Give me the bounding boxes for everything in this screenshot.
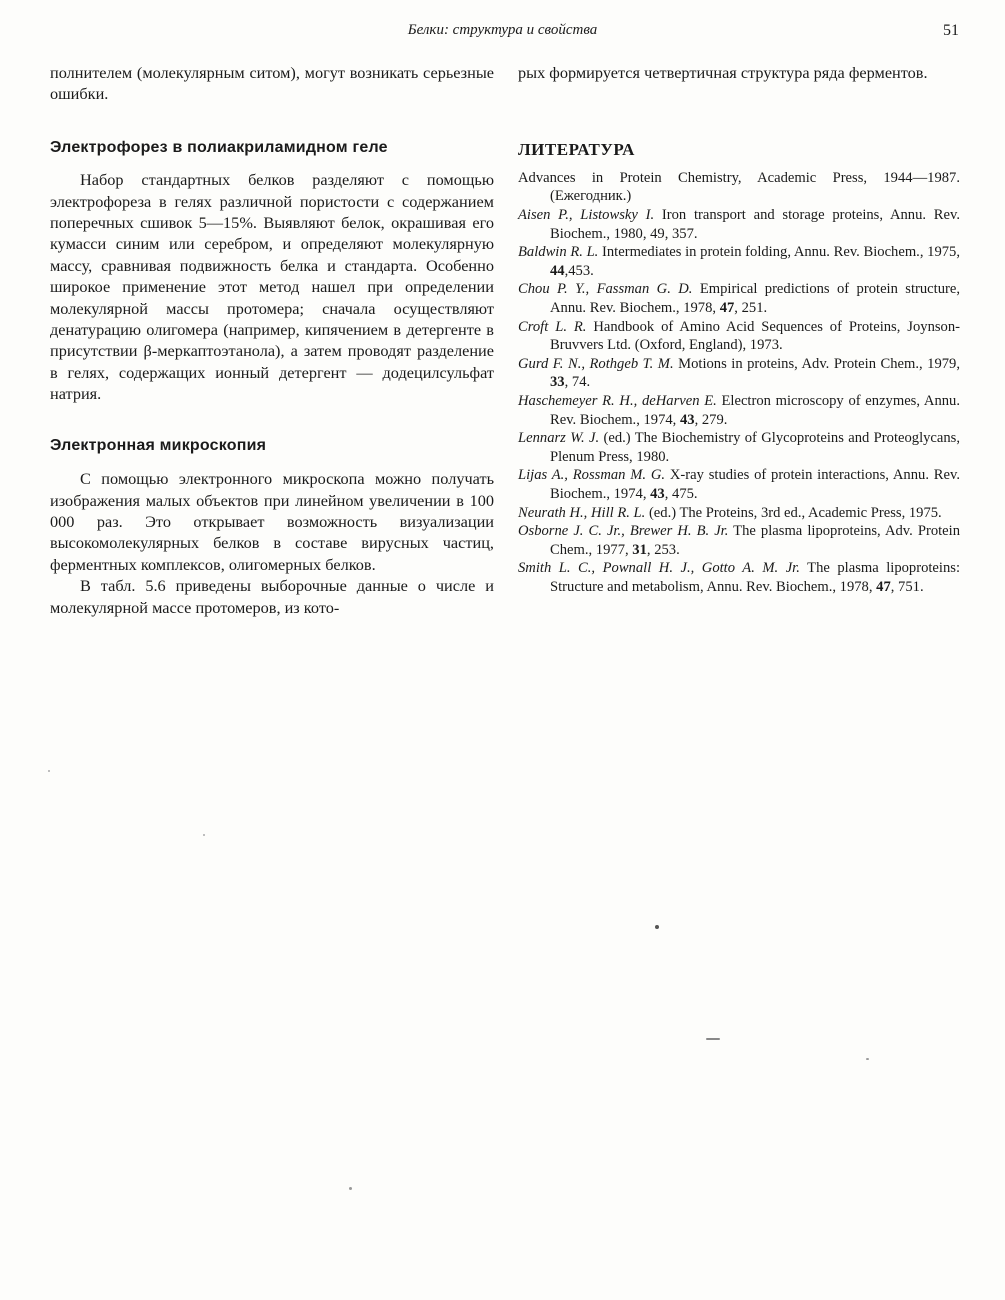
reference-text: Iron transport and storage proteins, Annu. Rev. Biochem., 1980, 49, 357. [550, 207, 961, 242]
references-heading: ЛИТЕРАТУРА [518, 140, 635, 160]
reference-item [518, 559, 960, 596]
reference-authors: Smith L. C., Pownall H. J., Gotto A. M. Jr. [518, 560, 800, 577]
reference-authors: Lennarz W. J. [518, 430, 600, 447]
reference-authors: Chou P. Y., Fassman G. D. [518, 281, 693, 298]
reference-item [518, 429, 960, 466]
paragraph-microscopy: С помощью электронного микроскопа можно получать изображения малых объектов при линейном увеличении в 100 000 раз. Это открывает возможность визуализации высокомолекулярных белков в составе вирусных частиц, ферментных комплексов, олигомерных белков. [50, 469, 494, 574]
reference-item [518, 392, 960, 429]
reference-tail: , 74. [564, 374, 591, 391]
left-column [50, 62, 494, 618]
reference-text: Motions in proteins, Adv. Protein Chem., 1979, [673, 355, 960, 372]
scan-speck [866, 1058, 869, 1060]
scan-speck [655, 925, 659, 929]
reference-volume: 33 [550, 374, 565, 391]
reference-volume: 43 [650, 485, 665, 502]
reference-authors: Gurd F. N., Rothgeb T. M. [518, 355, 674, 372]
reference-item [518, 280, 960, 317]
reference-text: Intermediates in protein folding, Annu. Rev. Biochem., 1975, [598, 244, 960, 261]
running-title: Белки: структура и свойства [407, 22, 598, 38]
reference-authors: Croft L. R. [518, 318, 587, 335]
reference-authors: Osborne J. C. Jr., Brewer H. B. Jr. [518, 523, 729, 540]
reference-text: (ed.) The Biochemistry of Glycoproteins and Proteoglycans, Plenum Press, 1980. [550, 430, 961, 465]
reference-text: Empirical predictions of protein structure, Annu. Rev. Biochem., 1978, [550, 281, 960, 316]
section-heading-electrophoresis: Электрофорез в полиакриламидном геле [50, 138, 388, 156]
page-number: 51 [943, 22, 959, 39]
reference-text: Electron microscopy of enzymes, Annu. Rev. Biochem., 1974, [550, 392, 960, 428]
reference-item [518, 355, 960, 392]
reference-volume: 44 [550, 262, 565, 279]
reference-volume: 31 [632, 541, 647, 558]
reference-text: Advances in Protein Chemistry, Academic Press, 1944—1987. (Ежегодник.) [518, 169, 960, 205]
scan-speck [349, 1187, 352, 1190]
reference-tail: , 279. [694, 411, 728, 428]
continued-paragraph: полнителем (молекулярным ситом), могут возникать серьезные ошибки. [50, 63, 494, 104]
references-list [518, 169, 960, 597]
scan-speck [48, 770, 50, 772]
reference-text: (ed.) The Proteins, 3rd ed., Academic Press, 1975. [645, 504, 942, 521]
continued-paragraph-right: рых формируется четвертичная структура ряда ферментов. [518, 63, 928, 82]
scan-speck [706, 1038, 720, 1040]
reference-item [518, 522, 960, 559]
reference-text: The plasma lipoproteins: Structure and metabolism, Annu. Rev. Biochem., 1978, [550, 560, 960, 595]
reference-tail: , 475. [664, 485, 698, 502]
right-column [518, 62, 960, 596]
section-heading-microscopy: Электронная микроскопия [50, 436, 267, 454]
reference-item [518, 243, 960, 280]
reference-item [518, 466, 960, 503]
reference-item [518, 318, 960, 355]
reference-text: Handbook of Amino Acid Sequences of Proteins, Joynson-Bruvvers Ltd. (Oxford, England), 1973. [550, 318, 960, 354]
reference-item [518, 504, 960, 523]
reference-authors: Baldwin R. L. [518, 244, 599, 261]
reference-item [518, 206, 960, 243]
reference-tail: ,453. [564, 262, 594, 279]
reference-tail: , 751. [890, 578, 924, 595]
reference-authors: Lijas A., Rossman M. G. [518, 467, 666, 484]
reference-authors: Neurath H., Hill R. L. [518, 504, 646, 521]
reference-authors: Aisen P., Listowsky I. [518, 207, 655, 223]
reference-volume: 43 [679, 411, 695, 428]
reference-text: The plasma lipoproteins, Adv. Protein Chem., 1977, [550, 523, 960, 558]
reference-tail: , 251. [734, 299, 768, 316]
running-header [0, 22, 1005, 44]
reference-item [518, 169, 960, 206]
reference-volume: 47 [876, 578, 891, 595]
paragraph-electrophoresis: Набор стандартных белков разделяют с помощью электрофореза в гелях различной пористости с содержанием поперечных сшивок 5—15%. Выявляют белок, окрашивая его кумасси синим или серебром, и определяют молекулярную массу, сравнивая подвижность белка и стандарта. Особенно широкое применение этот метод нашел при определении молекулярной массы протомера; сначала осуществляют денатурацию олигомера (например, кипячением в детергенте в присутствии β-меркаптоэтанола), а затем проводят разделение в гелях, содержащих ионный детергент — додецилсульфат натрия. [50, 170, 494, 404]
reference-authors: Haschemeyer R. H., deHarven E. [518, 392, 717, 409]
reference-tail: , 253. [646, 541, 680, 558]
reference-text: X-ray studies of protein interactions, Annu. Rev. Biochem., 1974, [550, 467, 960, 502]
reference-volume: 47 [719, 299, 735, 316]
paragraph-table-reference: В табл. 5.6 приведены выборочные данные о числе и молекулярной массе протомеров, из кото- [50, 576, 494, 617]
scan-speck [203, 834, 205, 836]
